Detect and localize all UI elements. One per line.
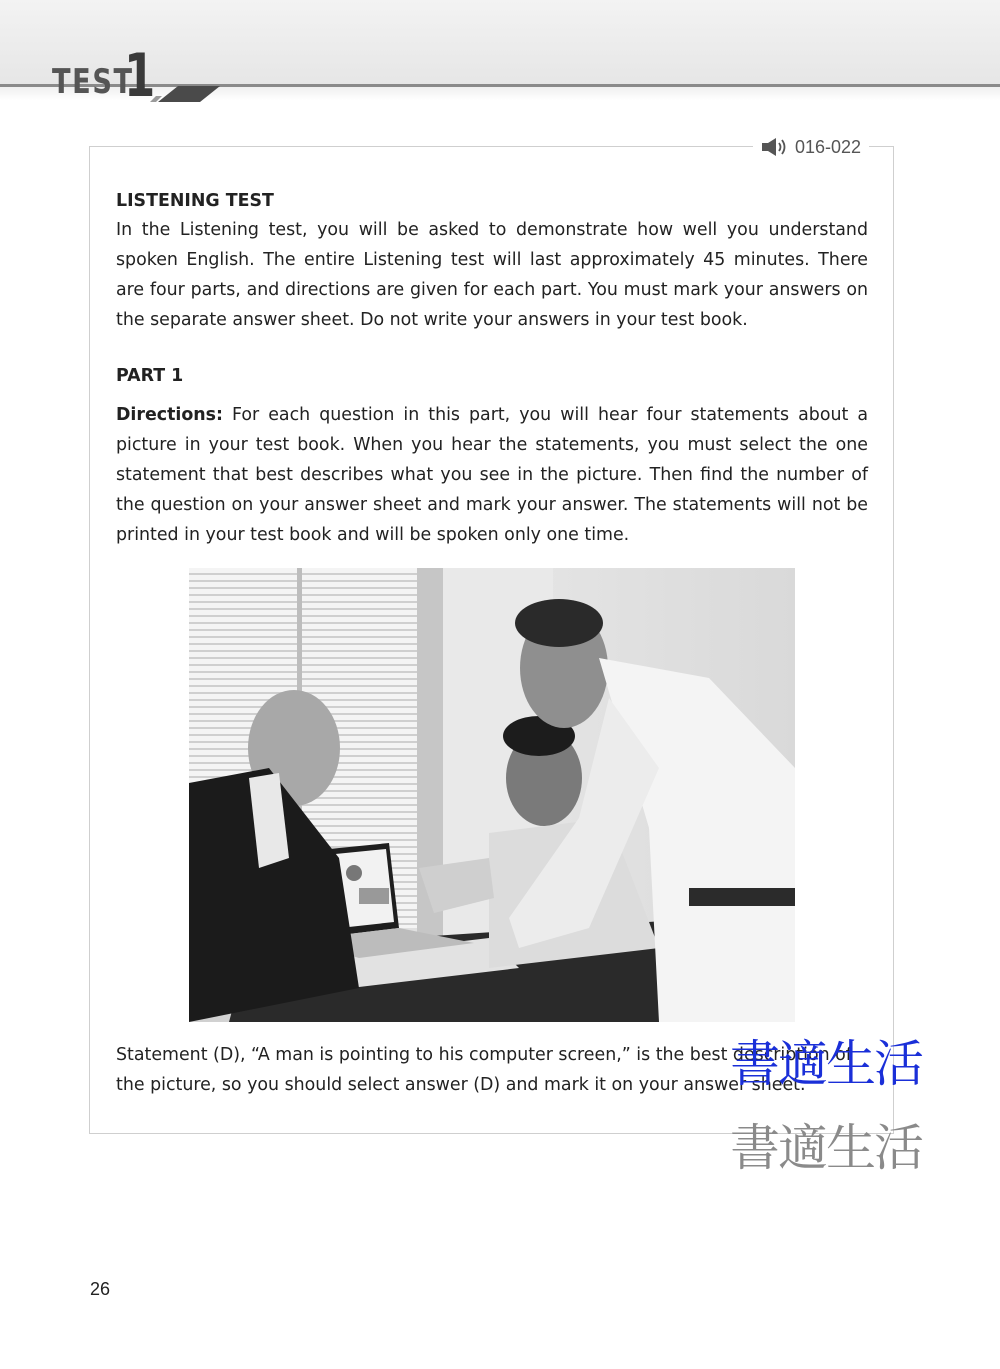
track-code: 016-022 (795, 136, 862, 157)
answer-explanation: Statement (D), “A man is pointing to his computer screen,” is the best description of the picture, so you should select answer (D) and mark it on your answer sheet. (116, 1045, 852, 1095)
speaker-icon (761, 137, 791, 157)
page-number: 26 (90, 1279, 111, 1299)
test-label: TEST (52, 62, 134, 102)
watermark-gray: 書適生活 (730, 1119, 922, 1177)
header-swoosh (150, 80, 230, 104)
audio-track[interactable] (753, 134, 869, 160)
listening-intro: In the Listening test, you will be asked to demonstrate how well you understand spoken English. The entire Listening test will last approximately 45 minutes. There are four parts, and directions are given for each part. You must mark your answers on the separate answer sheet. Do not write your answers in your test book. (116, 220, 868, 330)
part1-heading: PART 1 (116, 366, 184, 386)
test-number: 1 (124, 41, 156, 111)
directions-label: Directions: (116, 405, 223, 425)
office-photo (189, 568, 795, 1022)
watermark-blue: 書適生活 (730, 1035, 922, 1093)
directions-text: For each question in this part, you will hear four statements about a picture in your test book. When you hear the statements, you must select the one statement that best describes what you see in the picture. Then find the number of the question on your answer sheet and mark your answer. The statements will not be printed in your test book and will be spoken only one time. (116, 405, 868, 545)
part1-directions (116, 400, 868, 550)
listening-heading: LISTENING TEST (116, 191, 274, 211)
